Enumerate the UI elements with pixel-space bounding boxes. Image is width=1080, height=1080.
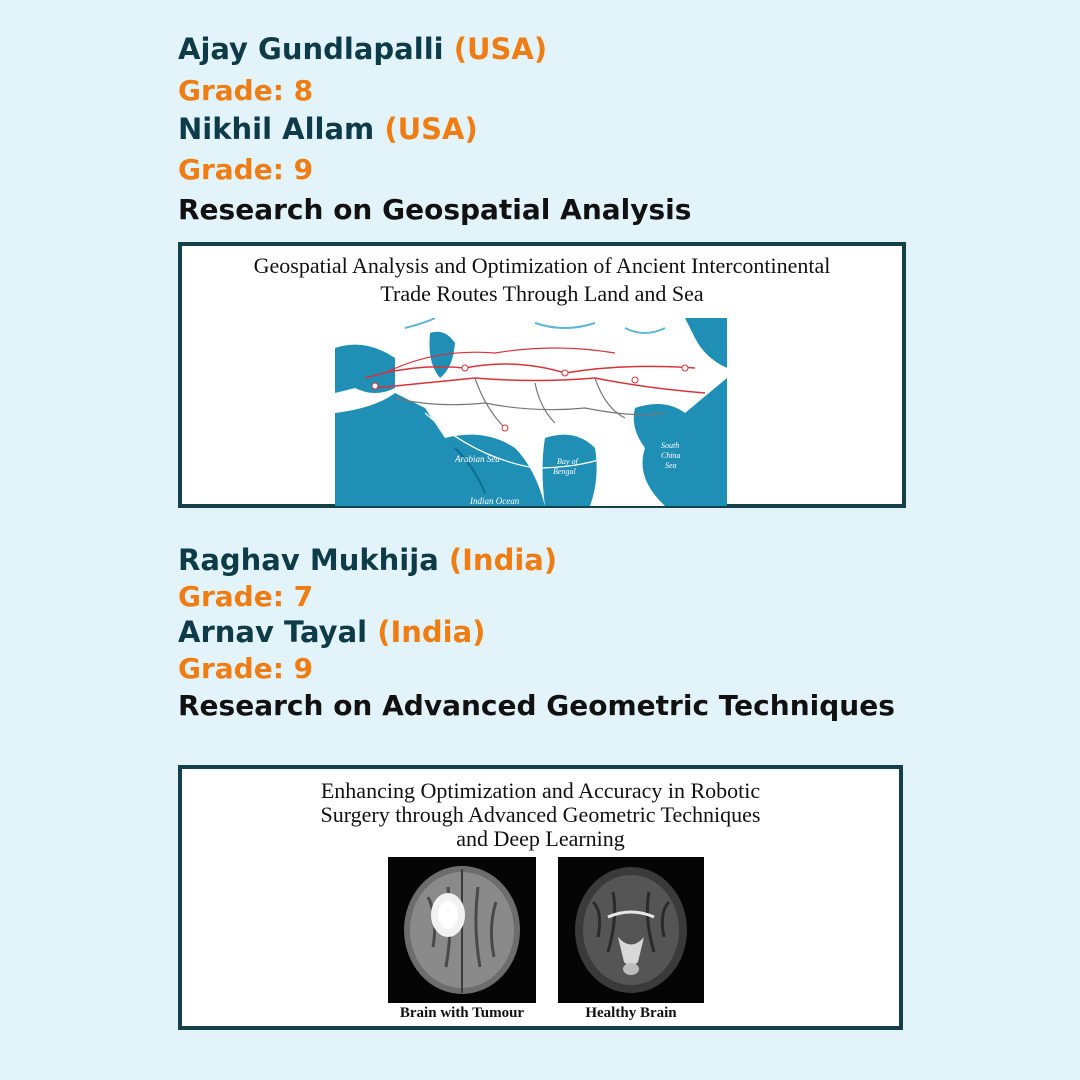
card-title-line: Geospatial Analysis and Optimization of Ancient Intercontinental: [253, 253, 831, 278]
student-country: (USA): [384, 112, 478, 146]
research-card-robotic-surgery: [178, 765, 903, 1030]
student-country: (India): [377, 615, 486, 649]
student-grade: Grade: 7: [178, 580, 314, 613]
student-country: (USA): [453, 32, 548, 66]
student-name-text: Raghav Mukhija: [178, 543, 439, 577]
map-label: Indian Ocean: [470, 496, 520, 506]
student-name-nikhil: [178, 112, 478, 146]
research-topic: Research on Geospatial Analysis: [178, 193, 692, 226]
card-title-line: and Deep Learning: [456, 826, 625, 852]
student-grade: Grade: 9: [178, 652, 314, 685]
map-label: South: [661, 441, 680, 450]
map-label: Sea: [665, 461, 677, 470]
map-label: Bay of: [557, 457, 578, 466]
student-name-arnav: [178, 615, 485, 649]
trade-routes-map: [335, 318, 727, 506]
map-label: Bengal: [553, 467, 576, 476]
research-card-geospatial: [178, 242, 906, 508]
research-topic: Research on Advanced Geometric Techniques: [178, 689, 895, 722]
caption-healthy-brain: Healthy Brain: [585, 1005, 677, 1021]
card-title: [182, 779, 899, 852]
card-title-line: Trade Routes Through Land and Sea: [380, 280, 704, 306]
student-grade: Grade: 8: [178, 74, 314, 107]
student-grade: Grade: 9: [178, 153, 314, 186]
card-title-line: Enhancing Optimization and Accuracy in Robotic: [320, 778, 761, 803]
map-label: China: [661, 451, 681, 460]
student-name-text: Nikhil Allam: [178, 112, 375, 146]
student-country: (India): [448, 543, 558, 577]
student-name-text: Arnav Tayal: [178, 615, 368, 649]
map-label: Arabian Sea: [455, 454, 500, 464]
caption-brain-tumour: Brain with Tumour: [399, 1005, 525, 1021]
brain-tumour-scan: [388, 857, 536, 1003]
card-title: [182, 252, 902, 307]
card-title-line: Surgery through Advanced Geometric Techniques: [320, 802, 761, 828]
student-name-text: Ajay Gundlapalli: [178, 32, 444, 66]
healthy-brain-scan: [558, 857, 704, 1003]
student-name-raghav: [178, 543, 557, 577]
student-name-ajay: [178, 32, 547, 66]
